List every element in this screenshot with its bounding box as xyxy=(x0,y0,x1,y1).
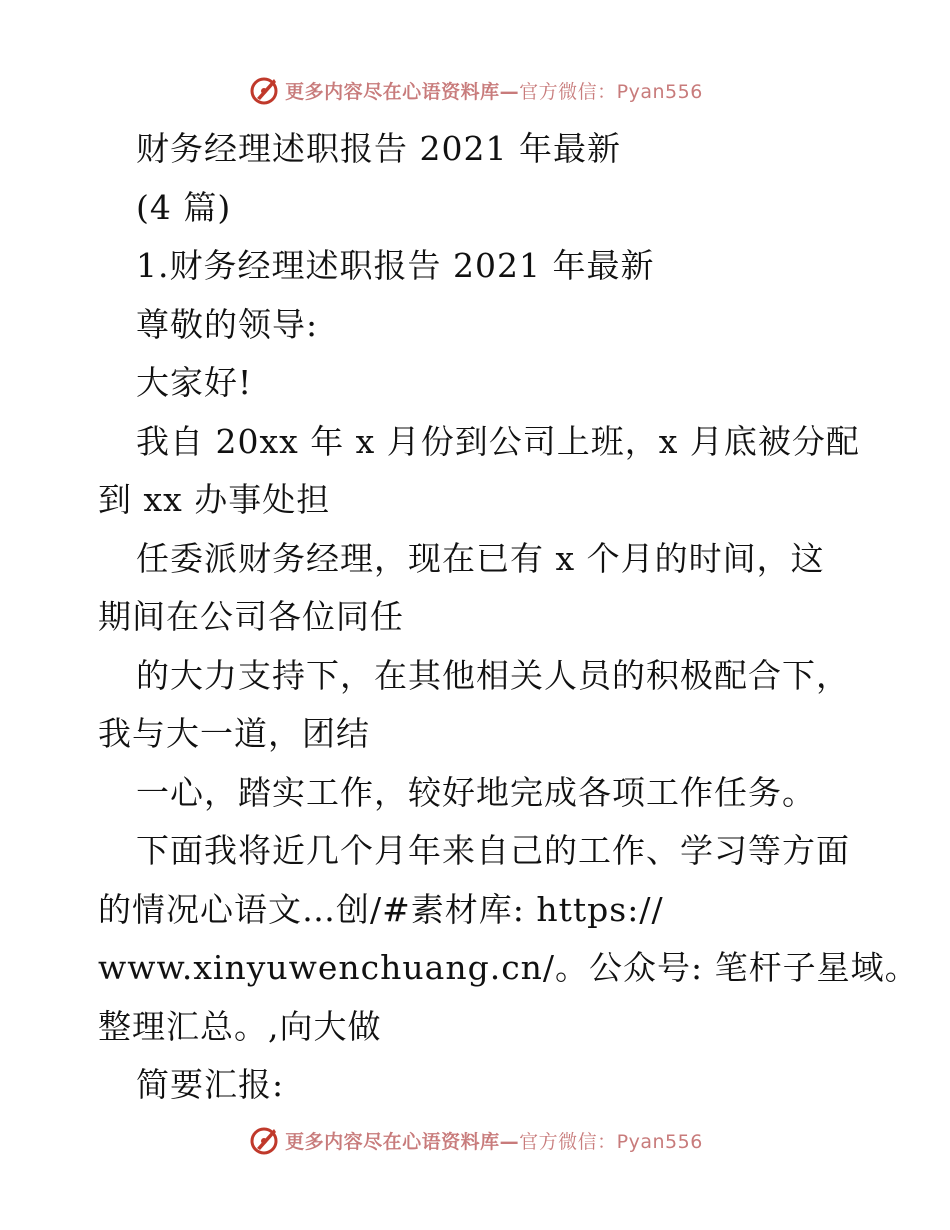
text-line: 我与大一道，团结 xyxy=(98,714,370,753)
text-line: 财务经理述职报告 2021 年最新 xyxy=(136,129,621,168)
text-line: 一心，踏实工作，较好地完成各项工作任务。 xyxy=(136,772,816,812)
text-line: 我自 20xx 年 x 月份到公司上班，x 月底被分配 xyxy=(136,421,860,461)
text-line: 1.财务经理述职报告 2021 年最新 xyxy=(136,246,655,285)
text-line: (4 篇) xyxy=(136,187,232,227)
text-line: 整理汇总。,向大做 xyxy=(98,1006,382,1046)
footer-banner xyxy=(0,1120,950,1160)
text-line: 的大力支持下，在其他相关人员的积极配合下， xyxy=(136,655,850,695)
footer-banner-wechat: 官方微信：Pyan556 xyxy=(519,1130,703,1153)
quill-circle-logo-icon xyxy=(247,73,281,107)
text-line: 期间在公司各位同任 xyxy=(98,597,404,636)
text-line: 任委派财务经理，现在已有 x 个月的时间，这 xyxy=(136,538,825,578)
text-line: 到 xx 办事处担 xyxy=(98,480,331,519)
header-banner xyxy=(0,70,950,110)
footer-banner-text: 更多内容尽在心语资料库— xyxy=(285,1130,520,1153)
text-line: 尊敬的领导: xyxy=(136,304,319,344)
text-line: 下面我将近几个月年来自己的工作、学习等方面 xyxy=(136,831,850,870)
header-banner-text: 更多内容尽在心语资料库— xyxy=(285,80,520,103)
text-line: 的情况心语文…创/#素材库: https:// xyxy=(98,889,664,929)
text-line: 大家好! xyxy=(136,363,253,402)
quill-circle-logo-icon xyxy=(247,1123,281,1157)
text-line: 简要汇报: xyxy=(136,1065,285,1104)
header-banner-wechat: 官方微信：Pyan556 xyxy=(519,80,703,103)
document-body xyxy=(98,120,919,1115)
text-line: www.xinyuwenchuang.cn/。公众号: 笔杆子星域。 xyxy=(98,948,919,987)
